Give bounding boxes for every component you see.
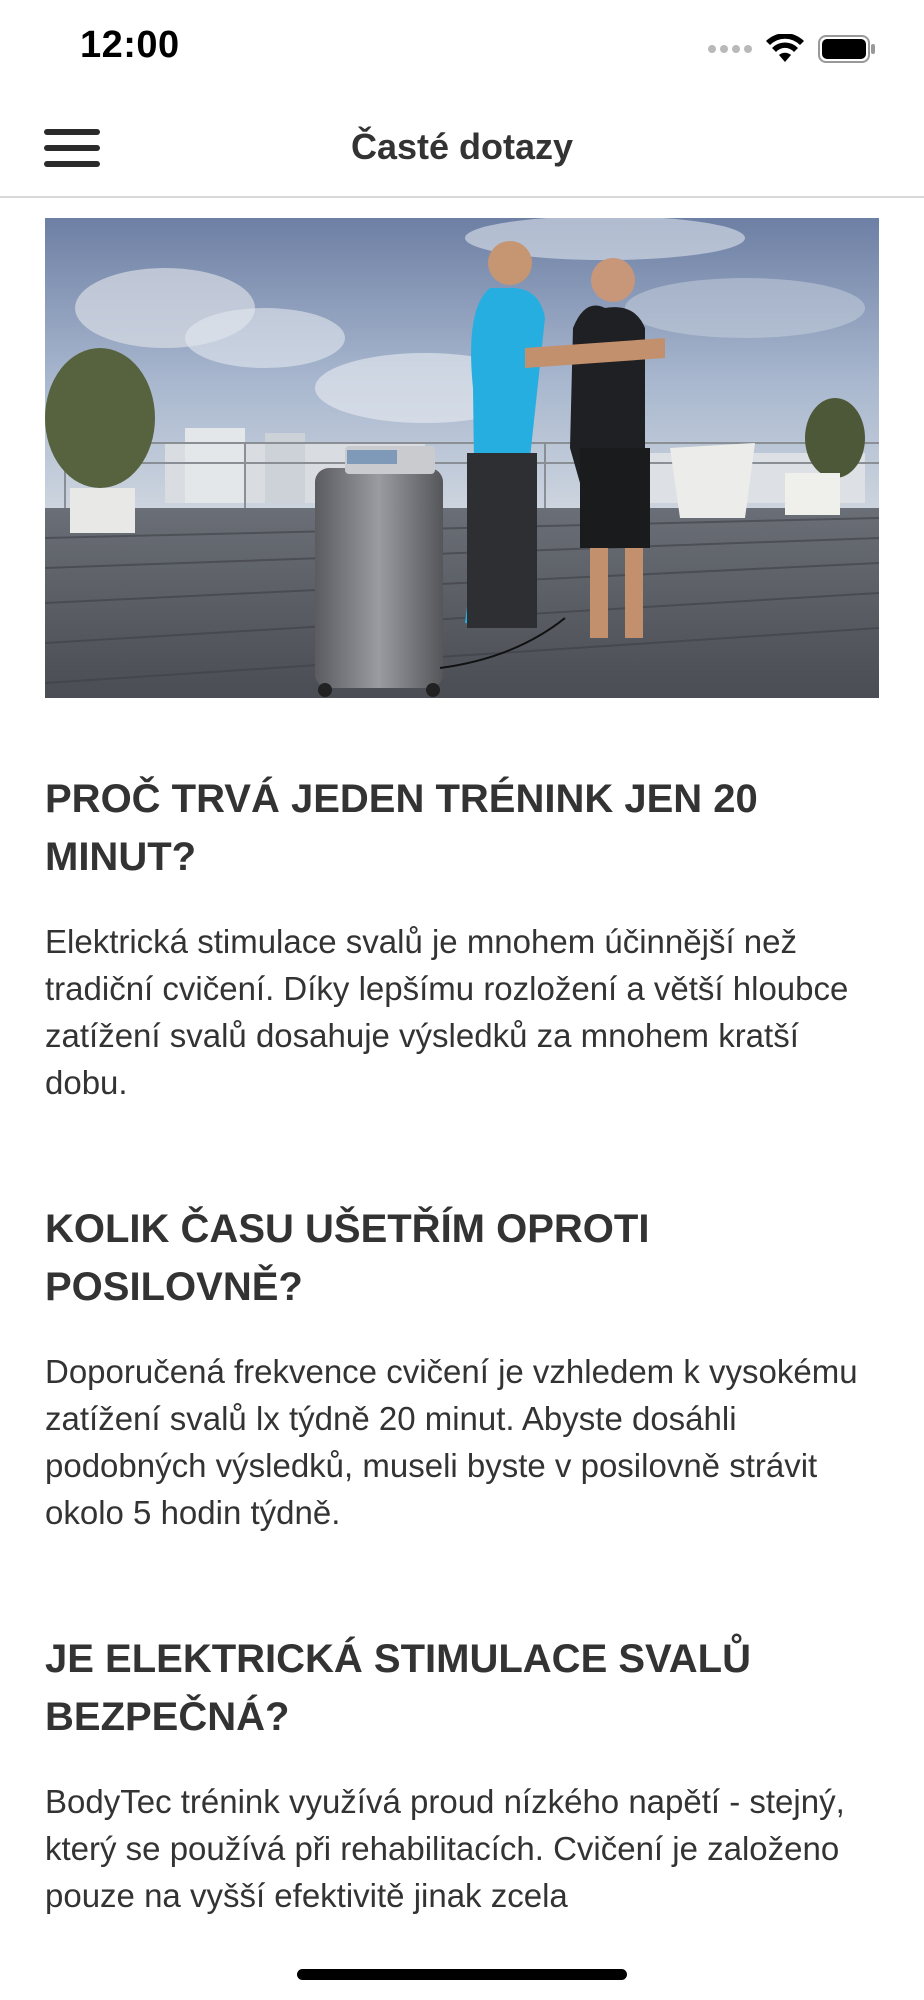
faq-item [45, 1200, 885, 1536]
faq-answer: BodyTec trénink využívá proud nízkého napětí - stejný, který se používá při rehabilitacích. Cvičení je založeno pouze na vyšší efektivitě jinak zcela [45, 1783, 845, 1914]
wifi-icon [766, 34, 804, 64]
faq-answer: Elektrická stimulace svalů je mnohem účinnější než tradiční cvičení. Díky lepšímu rozložení a větší hloubce zatížení svalů dosahuje výsledků za mnohem kratší dobu. [45, 923, 849, 1101]
home-indicator[interactable] [297, 1969, 627, 1980]
status-icons [708, 34, 876, 64]
navigation-bar [0, 100, 924, 198]
faq-item [45, 1630, 885, 1919]
faq-question: JE ELEKTRICKÁ STIMULACE SVALŮ BEZPEČNÁ? [45, 1637, 751, 1739]
hero-image [45, 218, 879, 698]
faq-question: KOLIK ČASU UŠETŘÍM OPROTI POSILOVNĚ? [45, 1207, 650, 1309]
battery-icon [818, 35, 876, 63]
faq-question: PROČ TRVÁ JEDEN TRÉNINK JEN 20 MINUT? [45, 777, 758, 879]
status-time: 12:00 [80, 24, 180, 66]
status-bar [0, 0, 924, 100]
faq-content[interactable] [0, 200, 924, 1920]
cellular-signal-icon [708, 45, 752, 53]
faq-answer: Doporučená frekvence cvičení je vzhledem k vysokému zatížení svalů lx týdně 20 minut. Abyste dosáhli podobných výsledků, museli byste v posilovně strávit okolo 5 hodin týdně. [45, 1353, 858, 1531]
page-title: Časté dotazy [350, 126, 574, 167]
faq-item [45, 770, 885, 1106]
